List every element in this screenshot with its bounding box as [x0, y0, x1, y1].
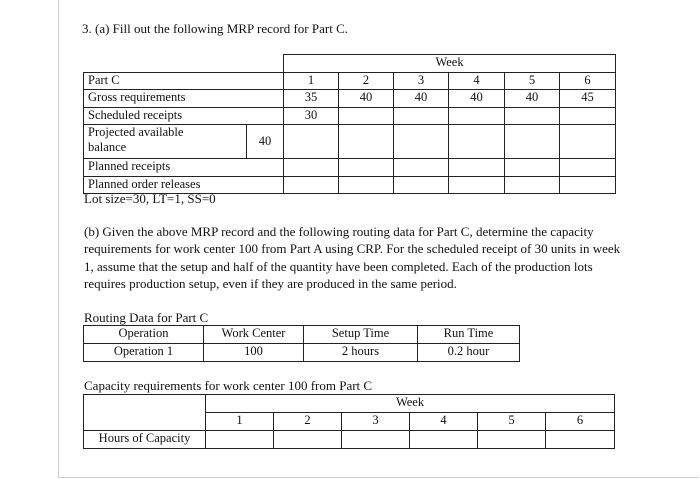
- cap-week-6: 6: [546, 413, 615, 431]
- cap-week-2: 2: [274, 413, 342, 431]
- row-label: Planned receipts: [84, 159, 284, 177]
- cell[interactable]: [505, 159, 560, 177]
- routing-header-row: [84, 326, 520, 344]
- cell[interactable]: [394, 125, 449, 159]
- week-6: 6: [560, 72, 616, 90]
- setup-time: 2 hours: [304, 344, 418, 362]
- cell[interactable]: 35: [284, 90, 339, 108]
- operation: Operation 1: [84, 344, 204, 362]
- cell[interactable]: [274, 431, 342, 449]
- cell[interactable]: [449, 159, 505, 177]
- row-label: [84, 125, 247, 159]
- header-operation: Operation: [84, 326, 204, 344]
- cap-week-1: 1: [206, 413, 274, 431]
- hours-of-capacity-row: [84, 431, 615, 449]
- cell[interactable]: 40: [394, 90, 449, 108]
- capacity-period-row: [84, 413, 615, 431]
- cell[interactable]: [505, 125, 560, 159]
- initial-balance: 40: [247, 125, 284, 159]
- cell[interactable]: [449, 125, 505, 159]
- routing-row: [84, 344, 520, 362]
- planned-receipts-row: [84, 159, 616, 177]
- cell[interactable]: [560, 125, 616, 159]
- cap-week-5: 5: [478, 413, 546, 431]
- scheduled-receipts-row: [84, 107, 616, 125]
- cell[interactable]: [284, 176, 339, 194]
- cell[interactable]: [449, 107, 505, 125]
- cell[interactable]: [339, 125, 394, 159]
- header-run-time: Run Time: [418, 326, 520, 344]
- cell[interactable]: 40: [339, 90, 394, 108]
- cap-week-4: 4: [410, 413, 478, 431]
- cell[interactable]: [284, 159, 339, 177]
- routing-title: Routing Data for Part C: [84, 310, 209, 325]
- cell[interactable]: [505, 107, 560, 125]
- cell[interactable]: [449, 176, 505, 194]
- week-header: Week: [284, 55, 616, 73]
- week-1: 1: [284, 72, 339, 90]
- cell[interactable]: [339, 159, 394, 177]
- cell[interactable]: [560, 159, 616, 177]
- row-label: Gross requirements: [84, 90, 284, 108]
- period-row: [84, 72, 616, 90]
- corner-cell: [84, 413, 206, 431]
- projected-available-balance-row: [84, 125, 616, 159]
- cell[interactable]: [394, 159, 449, 177]
- mrp-footnote: Lot size=30, LT=1, SS=0: [84, 191, 216, 206]
- cap-week-3: 3: [342, 413, 410, 431]
- week-4: 4: [449, 72, 505, 90]
- cell[interactable]: [505, 176, 560, 194]
- week-header-row: [84, 55, 616, 73]
- run-time: 0.2 hour: [418, 344, 520, 362]
- capacity-table: [83, 394, 615, 449]
- capacity-week-row: [84, 395, 615, 413]
- row-label: Scheduled receipts: [84, 107, 284, 125]
- cell[interactable]: [478, 431, 546, 449]
- cell[interactable]: [560, 107, 616, 125]
- cell[interactable]: 45: [560, 90, 616, 108]
- cell[interactable]: [339, 107, 394, 125]
- row-label: Planned order releases: [84, 176, 284, 194]
- cell[interactable]: [339, 176, 394, 194]
- cell[interactable]: [206, 431, 274, 449]
- header-setup-time: Setup Time: [304, 326, 418, 344]
- cell[interactable]: [394, 107, 449, 125]
- capacity-week-header: Week: [206, 395, 615, 413]
- week-5: 5: [505, 72, 560, 90]
- week-3: 3: [394, 72, 449, 90]
- routing-table: [83, 325, 520, 362]
- part-label: Part C: [84, 72, 284, 90]
- cell[interactable]: [410, 431, 478, 449]
- cell[interactable]: [394, 176, 449, 194]
- capacity-title: Capacity requirements for work center 100 from Part C: [84, 378, 373, 393]
- cell[interactable]: [560, 176, 616, 194]
- cell[interactable]: [546, 431, 615, 449]
- question-a: 3. (a) Fill out the following MRP record for Part C.: [82, 21, 348, 36]
- row-label-line-1: Projected available: [88, 125, 184, 139]
- header-work-center: Work Center: [204, 326, 304, 344]
- work-center: 100: [204, 344, 304, 362]
- cell[interactable]: [284, 125, 339, 159]
- row-label-line-2: balance: [88, 140, 127, 154]
- mrp-table: [83, 54, 616, 194]
- corner-cell: [84, 395, 206, 413]
- week-2: 2: [339, 72, 394, 90]
- cell[interactable]: 40: [449, 90, 505, 108]
- cell[interactable]: 40: [505, 90, 560, 108]
- cell[interactable]: [342, 431, 410, 449]
- gross-requirements-row: [84, 90, 616, 108]
- cell[interactable]: 30: [284, 107, 339, 125]
- question-b: (b) Given the above MRP record and the following routing data for Part C, determine the capacity requirements for work center 100 from Part A using CRP. For the scheduled receipt of 30 units in week 1, assume that the setup and half of the quantity have been completed. Each of the production lots requires production setup, even if they are produced in the same period.: [84, 224, 621, 291]
- row-label: Hours of Capacity: [84, 431, 206, 449]
